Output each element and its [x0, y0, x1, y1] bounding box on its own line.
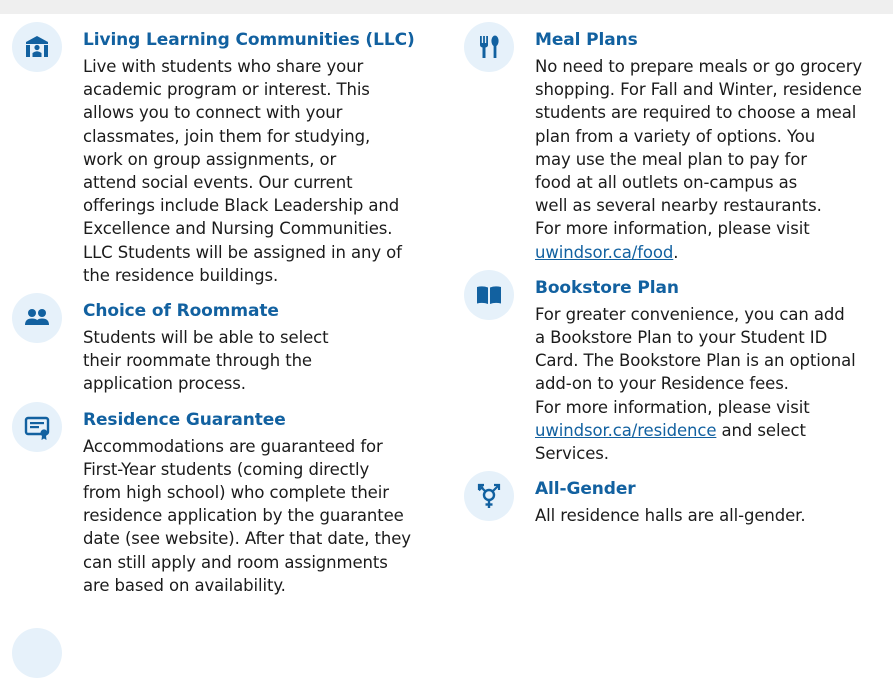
community-building-icon: [12, 22, 62, 72]
section-body: [535, 303, 889, 465]
right-column: [464, 30, 889, 527]
section-meal-plans: [464, 30, 889, 264]
section-all-gender: [464, 479, 889, 527]
all-gender-icon: [464, 471, 514, 521]
section-title: Living Learning Communities (LLC): [83, 30, 415, 50]
left-column: [12, 30, 442, 597]
section-title: All-Gender: [535, 479, 636, 500]
section-title: Choice of Roommate: [83, 301, 279, 322]
residence-link[interactable]: uwindsor.ca/residence: [535, 420, 717, 440]
section-title: Meal Plans: [535, 30, 638, 50]
body-text-after: and select Services.: [535, 420, 806, 464]
users-icon: [12, 293, 62, 343]
section-body: Students will be able to select their roommate through the application process.: [83, 328, 329, 394]
section-llc: [12, 30, 442, 287]
section-body: [535, 55, 889, 264]
section-roommate: [12, 301, 442, 396]
body-text-after: .: [673, 242, 679, 262]
utensils-icon: [464, 22, 514, 72]
body-text: For greater convenience, you can add a Bookstore Plan to your Student ID Card. The Bookstore Plan is an optional add-on to your Residence fees. For more information, please visit: [535, 304, 856, 417]
section-title: Bookstore Plan: [535, 277, 679, 298]
section-guarantee: [12, 410, 442, 597]
certificate-icon: [12, 402, 62, 452]
top-bar: [0, 0, 893, 14]
section-body: Live with students who share your academic program or interest. This allows you to connect with your classmates, join them for studying, work on group assignments, or attend social events. Our current offerings include Black Leadership and Excellence and Nursing Communities. LLC Students will be assigned in any of the residence buildings.: [83, 57, 402, 285]
body-text: No need to prepare meals or go grocery shopping. For Fall and Winter, residence students are required to choose a meal plan from a variety of options. You may use the meal plan to pay for food at all outlets on-campus as well as several nearby restaurants. For more information, please visit: [535, 57, 863, 239]
section-bookstore: [464, 278, 889, 465]
section-body: All residence halls are all-gender.: [535, 506, 806, 526]
section-title: Residence Guarantee: [83, 409, 286, 430]
section-body: Accommodations are guaranteed for First-Year students (coming directly from high school) who complete their residence application by the guarantee date (see website). After that date, they can still apply and room assignments are based on availability.: [83, 436, 411, 595]
open-book-icon: [464, 270, 514, 320]
food-link[interactable]: uwindsor.ca/food: [535, 242, 674, 262]
